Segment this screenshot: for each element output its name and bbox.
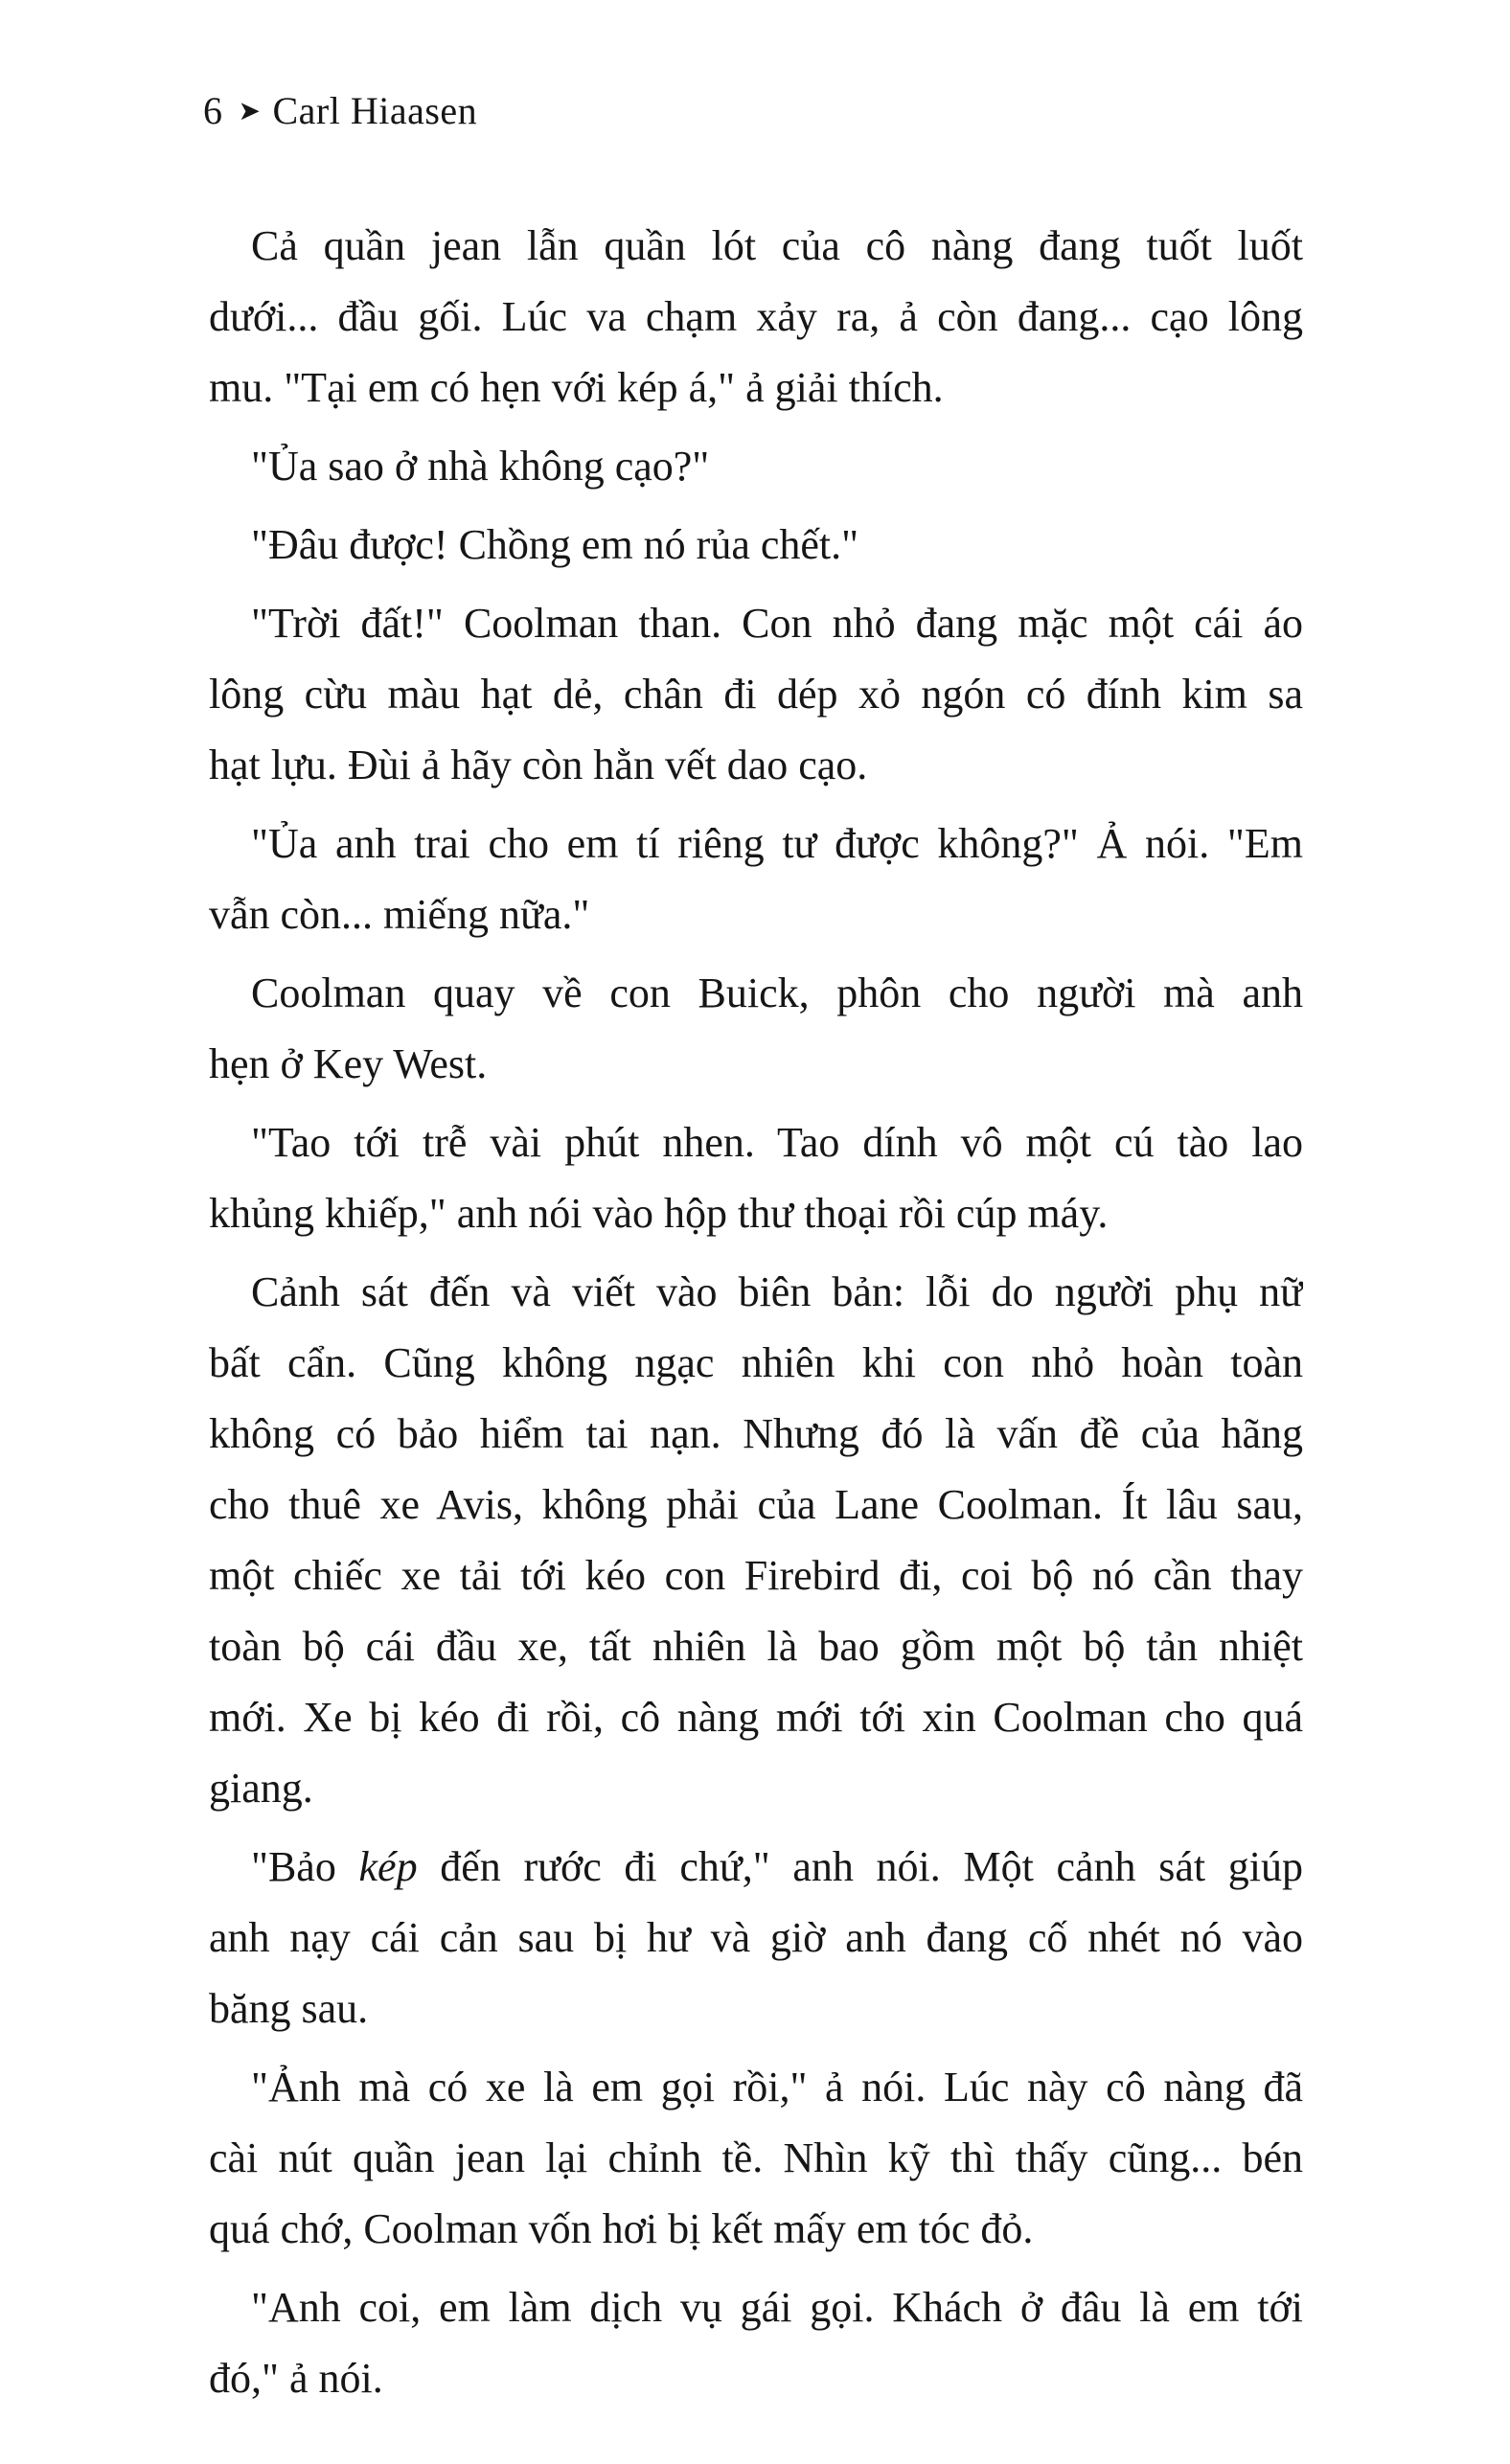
paragraph <box>209 510 1303 581</box>
text-line: cài nút quần jean lại chỉnh tề. Nhìn kỹ thì thấy cũng... bén <box>209 2134 1303 2181</box>
paragraph <box>209 1257 1303 1824</box>
author-name: Carl Hiaasen <box>272 89 478 132</box>
arrow-separator-icon: ➤ <box>238 97 262 126</box>
paragraph <box>209 809 1303 950</box>
paragraph <box>209 958 1303 1100</box>
text-run: "Bảo <box>251 1843 359 1890</box>
italic-word: kép <box>358 1843 418 1890</box>
running-header <box>203 82 477 141</box>
text-line: "Ủa sao ở nhà không cạo?" <box>251 443 710 490</box>
paragraph <box>209 1832 1303 2044</box>
text-run: đến rước đi chứ," anh nói. Một cảnh sát giúp <box>417 1843 1303 1890</box>
text-line: bất cẩn. Cũng không ngạc nhiên khi con nhỏ hoàn toàn <box>209 1339 1303 1386</box>
text-line: "Tao tới trễ vài phút nhen. Tao dính vô một cú tào lao <box>251 1119 1303 1166</box>
text-line: hạt lựu. Đùi ả hãy còn hằn vết dao cạo. <box>209 741 868 788</box>
text-line: giang. <box>209 1765 313 1812</box>
text-line: "Anh coi, em làm dịch vụ gái gọi. Khách ở đâu là em tới <box>251 2284 1303 2331</box>
text-line: một chiếc xe tải tới kéo con Firebird đi, coi bộ nó cần thay <box>209 1552 1303 1599</box>
text-line: anh nạy cái cản sau bị hư và giờ anh đang cố nhét nó vào <box>209 1914 1303 1961</box>
text-line: "Đâu được! Chồng em nó rủa chết." <box>251 521 859 568</box>
text-line: mới. Xe bị kéo đi rồi, cô nàng mới tới xin Coolman cho quá <box>209 1694 1303 1741</box>
text-line: mu. "Tại em có hẹn với kép á," ả giải thích. <box>209 364 944 411</box>
text-line: cho thuê xe Avis, không phải của Lane Coolman. Ít lâu sau, <box>209 1481 1303 1528</box>
text-line: khủng khiếp," anh nói vào hộp thư thoại rồi cúp máy. <box>209 1190 1109 1237</box>
text-line: quá chớ, Coolman vốn hơi bị kết mấy em tóc đỏ. <box>209 2205 1034 2252</box>
text-line: lông cừu màu hạt dẻ, chân đi dép xỏ ngón có đính kim sa <box>209 671 1303 718</box>
text-line: đó," ả nói. <box>209 2355 383 2402</box>
text-line: không có bảo hiểm tai nạn. Nhưng đó là vấn đề của hãng <box>209 1410 1303 1457</box>
paragraph <box>209 1107 1303 1249</box>
paragraph <box>209 431 1303 502</box>
text-line: toàn bộ cái đầu xe, tất nhiên là bao gồm một bộ tản nhiệt <box>209 1623 1303 1670</box>
paragraph <box>209 588 1303 801</box>
paragraph <box>209 2052 1303 2265</box>
text-line: Cảnh sát đến và viết vào biên bản: lỗi do người phụ nữ <box>251 1268 1303 1315</box>
text-line: "Ảnh mà có xe là em gọi rồi," ả nói. Lúc này cô nàng đã <box>251 2064 1303 2110</box>
text-line: vẫn còn... miếng nữa." <box>209 891 590 938</box>
text-line: dưới... đầu gối. Lúc va chạm xảy ra, ả còn đang... cạo lông <box>209 293 1303 340</box>
page-body <box>209 211 1303 2422</box>
text-line: băng sau. <box>209 1985 369 2032</box>
text-line: Coolman quay về con Buick, phôn cho người mà anh <box>251 970 1303 1016</box>
text-line <box>209 1832 1303 1903</box>
paragraph <box>209 211 1303 423</box>
text-line: "Ủa anh trai cho em tí riêng tư được không?" Ả nói. "Em <box>251 820 1303 867</box>
page-number: 6 <box>203 89 223 132</box>
text-line: hẹn ở Key West. <box>209 1040 488 1087</box>
text-line: Cả quần jean lẫn quần lót của cô nàng đang tuốt luốt <box>251 222 1303 269</box>
paragraph <box>209 2272 1303 2414</box>
text-line: "Trời đất!" Coolman than. Con nhỏ đang mặc một cái áo <box>251 600 1303 647</box>
